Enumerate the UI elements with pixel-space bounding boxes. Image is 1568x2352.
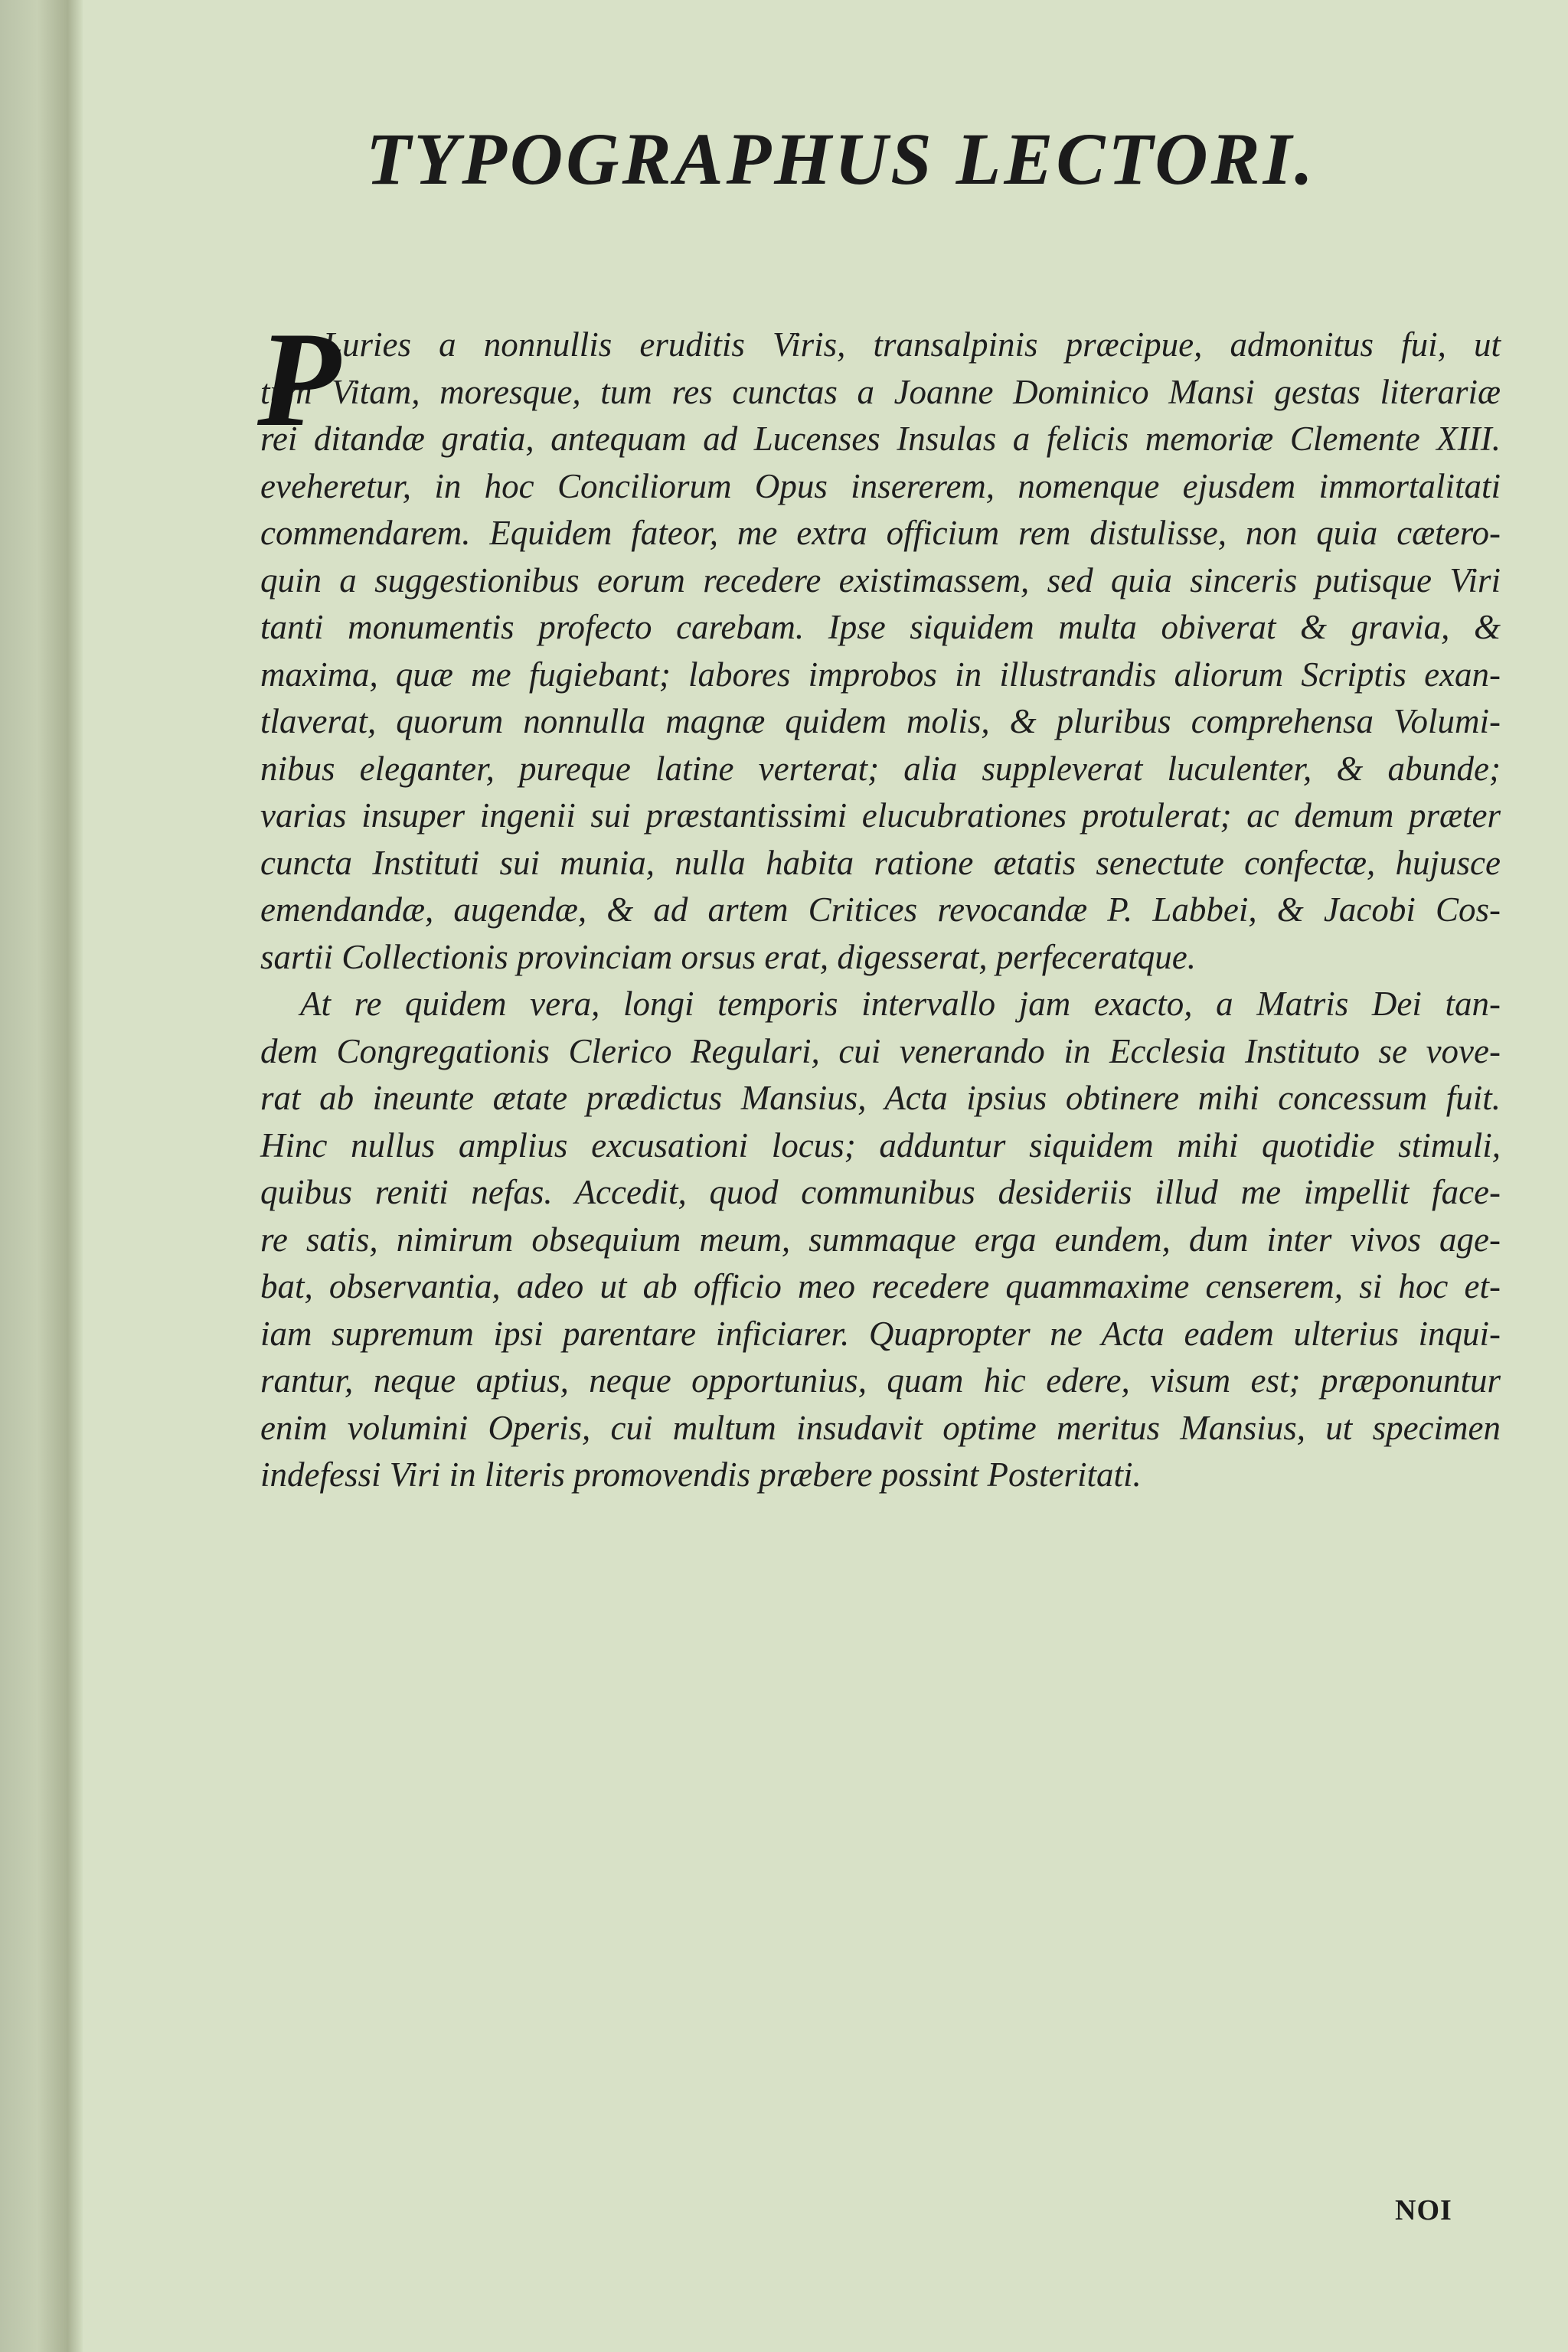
text-line: tum Vitam, moresque, tum res cunctas a Joanne Dominico Mansi gestas literariæ xyxy=(260,372,1501,411)
text-line: varias insuper ingenii sui præstantissimi elucubrationes protulerat; ac demum præter xyxy=(260,796,1501,835)
text-line: Hinc nullus amplius excusationi locus; adduntur siquidem mihi quotidie stimuli, xyxy=(260,1125,1501,1165)
text-line: sartii Collectionis provinciam orsus erat, digesserat, perfeceratque. xyxy=(260,937,1196,976)
text-line: quibus reniti nefas. Accedit, quod communibus desideriis illud me impellit face- xyxy=(260,1173,1501,1211)
text-line: enim volumini Operis, cui multum insudavit optime meritus Mansius, ut specimen xyxy=(260,1408,1501,1447)
text-line: At re quidem vera, longi temporis intervallo jam exacto, a Matris Dei tan- xyxy=(300,985,1501,1023)
paragraph-2 xyxy=(260,981,1501,1499)
text-line: rantur, neque aptius, neque opportunius, quam hic edere, visum est; præponuntur xyxy=(260,1361,1501,1400)
text-line: Luries a nonnullis eruditis Viris, transalpinis præcipue, admonitus fui, ut xyxy=(323,325,1501,364)
text-line: nibus eleganter, pureque latine verterat; alia suppleverat luculenter, & abunde; xyxy=(260,749,1501,788)
text-line: commendarem. Equidem fateor, me extra officium rem distulisse, non quia cætero- xyxy=(260,514,1501,552)
page-title: TYPOGRAPHUS LECTORI. xyxy=(366,118,1316,200)
text-line: re satis, nimirum obsequium meum, summaque erga eundem, dum inter vivos age- xyxy=(260,1220,1501,1259)
drop-cap: P xyxy=(257,303,341,455)
text-line: tanti monumentis profecto carebam. Ipse siquidem multa obiverat & gravia, & xyxy=(260,608,1501,646)
text-line: rei ditandæ gratia, antequam ad Lucenses Insulas a felicis memoriæ Clemente XIII. xyxy=(260,420,1501,458)
text-body xyxy=(257,303,1501,1499)
text-line: bat, observantia, adeo ut ab officio meo recedere quammaxime censerem, si hoc et- xyxy=(260,1267,1501,1305)
book-gutter xyxy=(0,0,83,2352)
text-line: dem Congregationis Clerico Regulari, cui venerando in Ecclesia Instituto se vove- xyxy=(260,1031,1501,1070)
text-line: indefessi Viri in literis promovendis præbere possint Posteritati. xyxy=(260,1455,1142,1494)
text-line: tlaverat, quorum nonnulla magnæ quidem molis, & pluribus comprehensa Volumi- xyxy=(260,702,1501,740)
text-line: iam supremum ipsi parentare inficiarer. Quapropter ne Acta eadem ulterius inqui- xyxy=(260,1314,1501,1353)
text-line: emendandæ, augendæ, & ad artem Critices revocandæ P. Labbei, & Jacobi Cos- xyxy=(260,890,1501,929)
signature-mark: NOI xyxy=(1395,2194,1452,2226)
text-line: maxima, quæ me fugiebant; labores improbos in illustrandis aliorum Scriptis exan- xyxy=(260,655,1501,694)
text-line: rat ab ineunte ætate prædictus Mansius, Acta ipsius obtinere mihi concessum fuit. xyxy=(260,1079,1501,1117)
text-line: eveheretur, in hoc Conciliorum Opus insererem, nomenque ejusdem immortalitati xyxy=(260,466,1501,505)
paragraph-1 xyxy=(257,303,1501,981)
text-line: cuncta Instituti sui munia, nulla habita ratione ætatis senectute confectæ, hujusce xyxy=(260,843,1501,882)
text-line: quin a suggestionibus eorum recedere existimassem, sed quia sinceris putisque Viri xyxy=(260,560,1501,599)
